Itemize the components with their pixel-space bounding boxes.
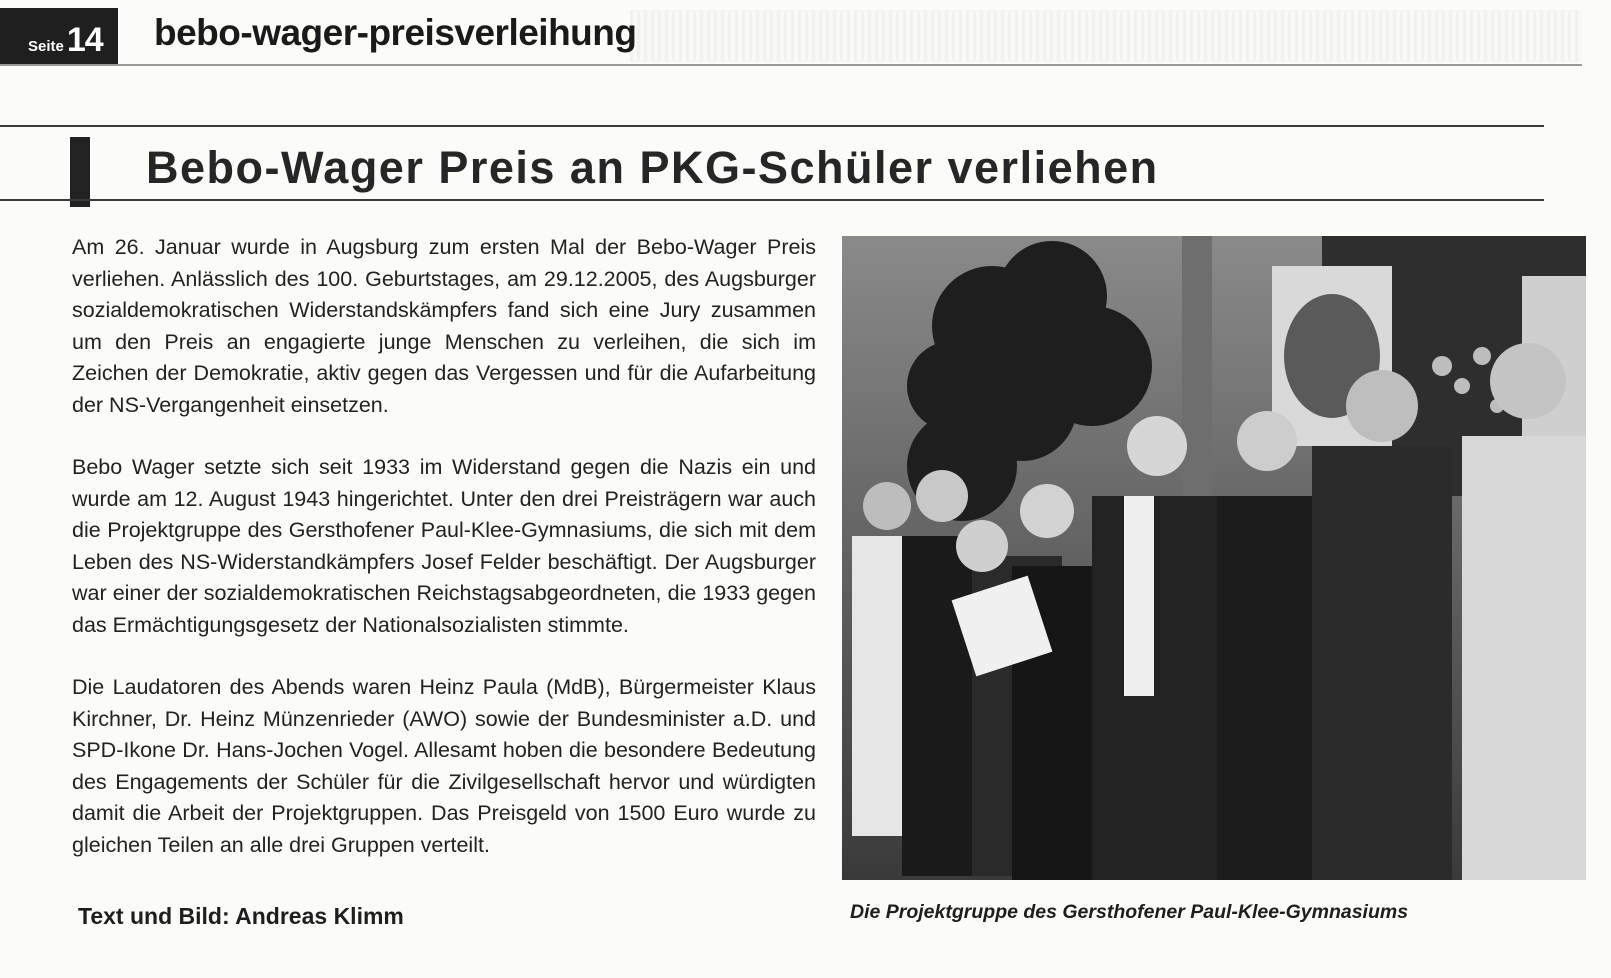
photo-caption: Die Projektgruppe des Gersthofener Paul-Klee-Gymnasiums [850,901,1409,923]
headline-rule-bottom [0,199,1544,201]
group-photo [842,236,1586,880]
page-number: 14 [66,21,103,59]
headline-accent-bar [70,137,90,207]
article-paragraph: Am 26. Januar wurde in Augsburg zum ersten Mal der Bebo-Wager Preis verliehen. Anlässlich des 100. Geburtstages, am 29.12.2005, des Augsburger sozialdemokratischen Widerstandskämpfers fand sich eine Jury zusammen um den Preis an engagierte junge Menschen zu verleihen, die sich im Zeichen der Demokratie, aktiv gegen das Vergessen und für die Aufarbeitung der NS-Vergangenheit einsetzen. [72,235,816,417]
article-paragraph: Bebo Wager setzte sich seit 1933 im Widerstand gegen die Nazis ein und wurde am 12. August 1943 hingerichtet. Unter den drei Preisträgern war auch die Projektgruppe des Gersthofener Paul-Klee-Gymnasiums, die sich mit dem Leben des NS-Widerstandkämpfers Josef Felder beschäftigt. Der Augsburger war einer der sozialdemokratischen Reichstagsabgeordneten, die 1933 gegen das Ermächtigungsgesetz der Nationalsozialisten stimmte. [72,455,816,637]
article-body [72,232,816,892]
article-headline: Bebo-Wager Preis an PKG-Schüler verliehen [146,142,1159,193]
group-photo-illustration [842,236,1586,880]
article-paragraph: Die Laudatoren des Abends waren Heinz Paula (MdB), Bürgermeister Klaus Kirchner, Dr. Heinz Münzenrieder (AWO) sowie der Bundesminister a.D. und SPD-Ikone Dr. Hans-Jochen Vogel. Allesamt hoben die besondere Bedeutung des Engagements der Schüler für die Zivilgesellschaft hervor und würdigten damit die Arbeit der Projektgruppen. Das Preisgeld von 1500 Euro wurde zu gleichen Teilen an alle drei Gruppen verteilt. [72,675,816,857]
page-label: Seite [28,38,64,55]
page-number-tab [0,8,118,66]
section-title: bebo-wager-preisverleihung [154,12,637,53]
header-divider [0,64,1582,66]
article-credit: Text und Bild: Andreas Klimm [78,903,404,929]
header-decoration [630,10,1582,62]
headline-rule-top [0,125,1544,127]
